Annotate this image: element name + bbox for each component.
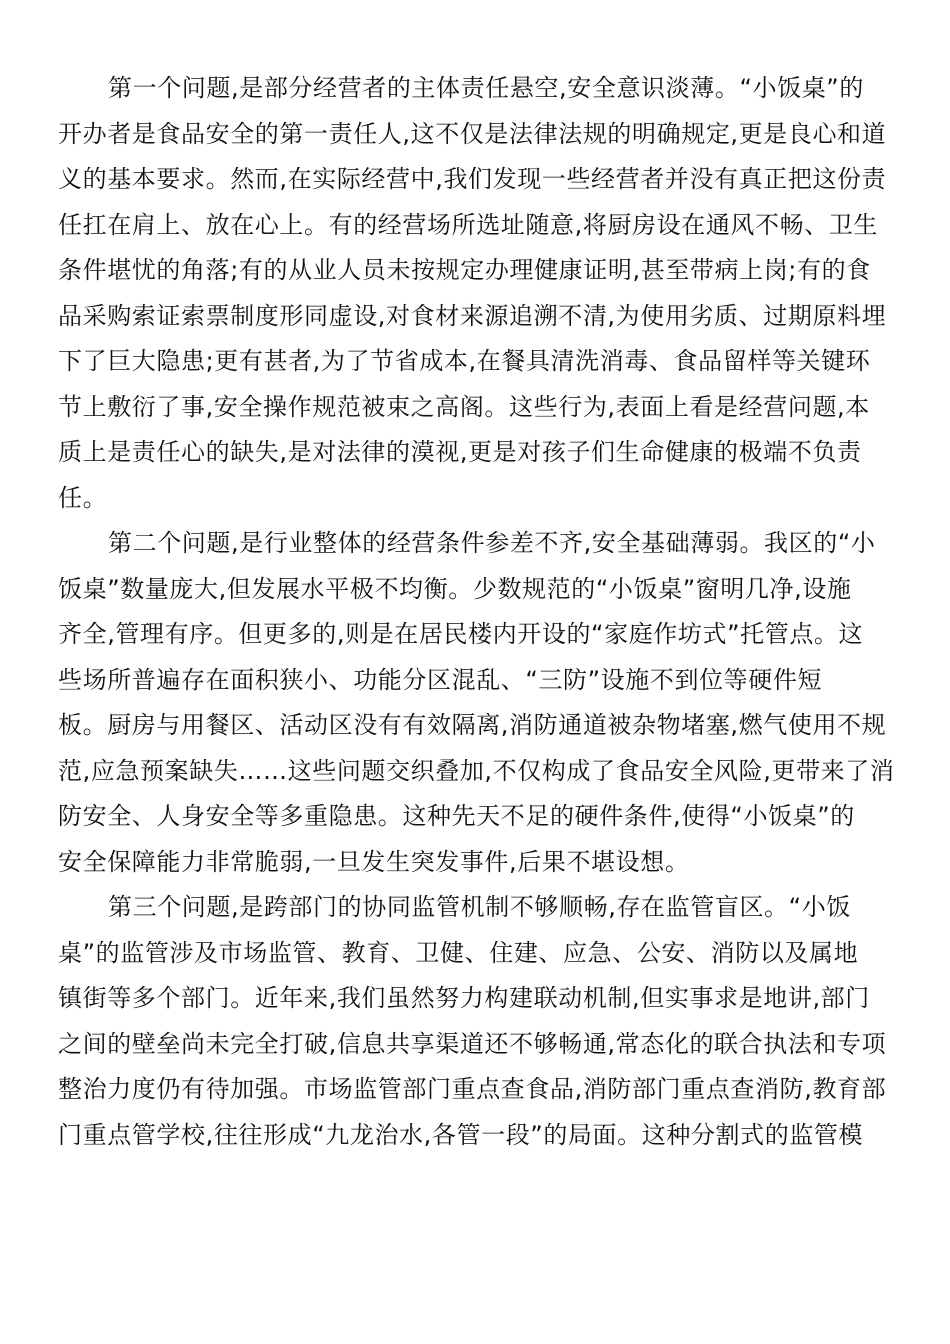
paragraph-1-line-1: 第一个问题,是部分经营者的主体责任悬空,安全意识淡薄。“小饭桌”的 xyxy=(108,74,864,102)
paragraph-2-line-5: 板。厨房与用餐区、活动区没有有效隔离,消防通道被杂物堵塞,燃气使用不规 xyxy=(58,711,887,739)
paragraph-2-line-4: 些场所普遍存在面积狭小、功能分区混乱、“三防”设施不到位等硬件短 xyxy=(58,666,823,694)
paragraph-1-line-8: 节上敷衍了事,安全操作规范被束之高阁。这些行为,表面上看是经营问题,本 xyxy=(58,393,870,421)
paragraph-1-line-7: 下了巨大隐患;更有甚者,为了节省成本,在餐具清洗消毒、食品留样等关键环 xyxy=(58,347,871,375)
paragraph-1-line-4: 任扛在肩上、放在心上。有的经营场所选址随意,将厨房设在通风不畅、卫生 xyxy=(58,211,879,239)
paragraph-1-line-9: 质上是责任心的缺失,是对法律的漠视,更是对孩子们生命健康的极端不负责 xyxy=(58,438,862,466)
paragraph-2-line-7: 防安全、人身安全等多重隐患。这种先天不足的硬件条件,使得“小饭桌”的 xyxy=(58,802,855,830)
paragraph-1-line-10: 任。 xyxy=(58,484,108,512)
paragraph-1-line-5: 条件堪忧的角落;有的从业人员未按规定办理健康证明,甚至带病上岗;有的食 xyxy=(58,256,871,284)
paragraph-1-line-3: 义的基本要求。然而,在实际经营中,我们发现一些经营者并没有真正把这份责 xyxy=(58,165,887,193)
paragraph-3-line-5: 整治力度仍有待加强。市场监管部门重点查食品,消防部门重点查消防,教育部 xyxy=(58,1075,887,1103)
paragraph-2-line-2: 饭桌”数量庞大,但发展水平极不均衡。少数规范的“小饭桌”窗明几净,设施 xyxy=(58,575,852,603)
paragraph-3-line-1: 第三个问题,是跨部门的协同监管机制不够顺畅,存在监管盲区。“小饭 xyxy=(108,893,851,921)
paragraph-2-line-3: 齐全,管理有序。但更多的,则是在居民楼内开设的“家庭作坊式”托管点。这 xyxy=(58,620,864,648)
paragraph-3-line-6: 门重点管学校,往往形成“九龙治水,各管一段”的局面。这种分割式的监管模 xyxy=(58,1121,864,1149)
paragraph-3-line-2: 桌”的监管涉及市场监管、教育、卫健、住建、应急、公安、消防以及属地 xyxy=(58,939,859,967)
paragraph-1-line-6: 品采购索证索票制度形同虚设,对食材来源追溯不清,为使用劣质、过期原料埋 xyxy=(58,302,887,330)
paragraph-2-line-6: 范,应急预案缺失……这些问题交织叠加,不仅构成了食品安全风险,更带来了消 xyxy=(58,757,895,785)
paragraph-2-line-1: 第二个问题,是行业整体的经营条件参差不齐,安全基础薄弱。我区的“小 xyxy=(108,529,876,557)
paragraph-3-line-3: 镇街等多个部门。近年来,我们虽然努力构建联动机制,但实事求是地讲,部门 xyxy=(58,984,870,1012)
paragraph-1-line-2: 开办者是食品安全的第一责任人,这不仅是法律法规的明确规定,更是良心和道 xyxy=(58,120,887,148)
paragraph-2-line-8: 安全保障能力非常脆弱,一旦发生突发事件,后果不堪设想。 xyxy=(58,848,690,876)
paragraph-3-line-4: 之间的壁垒尚未完全打破,信息共享渠道还不够畅通,常态化的联合执法和专项 xyxy=(58,1030,887,1058)
